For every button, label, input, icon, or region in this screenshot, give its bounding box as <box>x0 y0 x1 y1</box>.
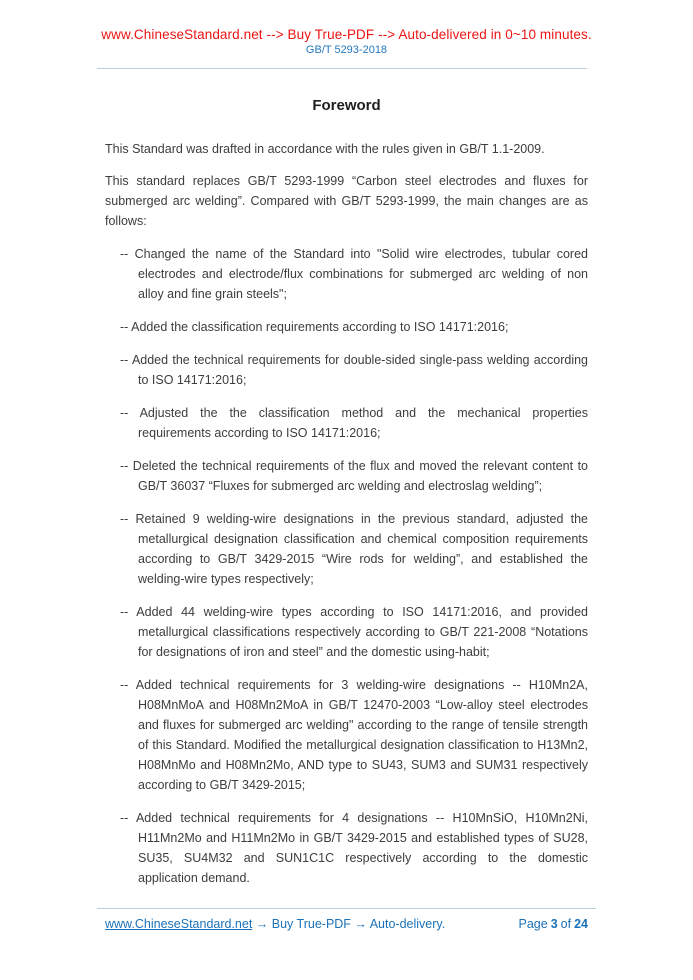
dash-marker: -- <box>120 512 129 526</box>
list-item <box>120 509 588 589</box>
dash-marker: -- <box>120 320 129 334</box>
footer-tail: → Buy True-PDF → Auto-delivery. <box>252 917 446 931</box>
of-label: of <box>560 917 572 931</box>
dash-marker: -- <box>120 605 129 619</box>
list-item-text: Changed the name of the Standard into "Solid wire electrodes, tubular cored electrodes and electrode/flux combinations for submerged arc welding of non alloy and fine grain steels"; <box>134 247 588 301</box>
dash-marker: -- <box>120 247 129 261</box>
list-item-text: Added technical requirements for 3 welding-wire designations -- H10Mn2A, H08MnMoA and H08Mn2MoA in GB/T 12470-2003 “Low-alloy steel electrodes and fluxes for submerged arc welding" according to the range of tensile strength of this Standard. Modified the metallurgical designation classification to H13Mn2, H08MnMo and H08Mn2Mo, AND type to SU43, SUM3 and SUM31 respectively according to GB/T 3429-2015; <box>135 678 588 792</box>
list-item <box>120 350 588 390</box>
dash-marker: -- <box>120 678 129 692</box>
list-item-text: Added technical requirements for 4 designations -- H10MnSiO, H10Mn2Ni, H11Mn2Mo and H11Mn2Mo in GB/T 3429-2015 and established types of SU28, SU35, SU4M32 and SUN1C1C respectively according to the domestic application demand. <box>135 811 588 885</box>
paragraph-drafting-rules: This Standard was drafted in accordance with the rules given in GB/T 1.1-2009. <box>105 142 545 156</box>
list-item <box>120 456 588 496</box>
paragraph-replaces: This standard replaces GB/T 5293-1999 “Carbon steel electrodes and fluxes for submerged arc welding”. Compared with GB/T 5293-1999, the main changes are as follows: <box>105 174 588 228</box>
list-item-text: Adjusted the the classification method and the mechanical properties requirements according to ISO 14171:2016; <box>138 406 588 440</box>
page-title: Foreword <box>312 97 381 114</box>
list-item-text: Retained 9 welding-wire designations in the previous standard, adjusted the metallurgical designation classification and chemical composition requirements according to GB/T 3429-2015 “Wire rods for welding”, and established the welding-wire types respectively; <box>135 512 588 586</box>
list-item-text: Added 44 welding-wire types according to ISO 14171:2016, and provided metallurgical classifications respectively according to GB/T 221-2008 “Notations for designations of iron and steel” and the domestic using-habit; <box>136 605 588 659</box>
dash-marker: -- <box>120 811 129 825</box>
list-item <box>120 808 588 888</box>
page-footer <box>105 914 588 934</box>
list-item-text: Deleted the technical requirements of the flux and moved the relevant content to GB/T 36037 “Fluxes for submerged arc welding and electroslag welding”; <box>132 459 588 493</box>
dash-marker: -- <box>120 406 129 420</box>
list-item <box>120 675 588 795</box>
list-item <box>120 317 588 337</box>
changes-list <box>105 244 588 888</box>
list-item <box>120 244 588 304</box>
footer-promo <box>105 914 445 934</box>
document-body <box>105 139 588 888</box>
dash-marker: -- <box>120 459 129 473</box>
page-label: Page <box>518 917 548 931</box>
list-item <box>120 403 588 443</box>
list-item-text: Added the classification requirements according to ISO 14171:2016; <box>131 320 509 334</box>
current-page-number: 3 <box>550 917 558 931</box>
list-item-text: Added the technical requirements for double-sided single-pass welding according to ISO 14171:2016; <box>131 353 588 387</box>
dash-marker: -- <box>120 353 129 367</box>
list-item <box>120 602 588 662</box>
footer-divider <box>97 908 596 909</box>
page-indicator <box>519 914 589 934</box>
promo-banner: www.ChineseStandard.net --> Buy True-PDF --> Auto-delivered in 0~10 minutes. <box>101 27 592 42</box>
header-divider <box>97 68 587 69</box>
site-link[interactable]: www.ChineseStandard.net <box>105 917 253 931</box>
total-pages: 24 <box>574 917 588 931</box>
standard-code: GB/T 5293-2018 <box>305 44 388 56</box>
